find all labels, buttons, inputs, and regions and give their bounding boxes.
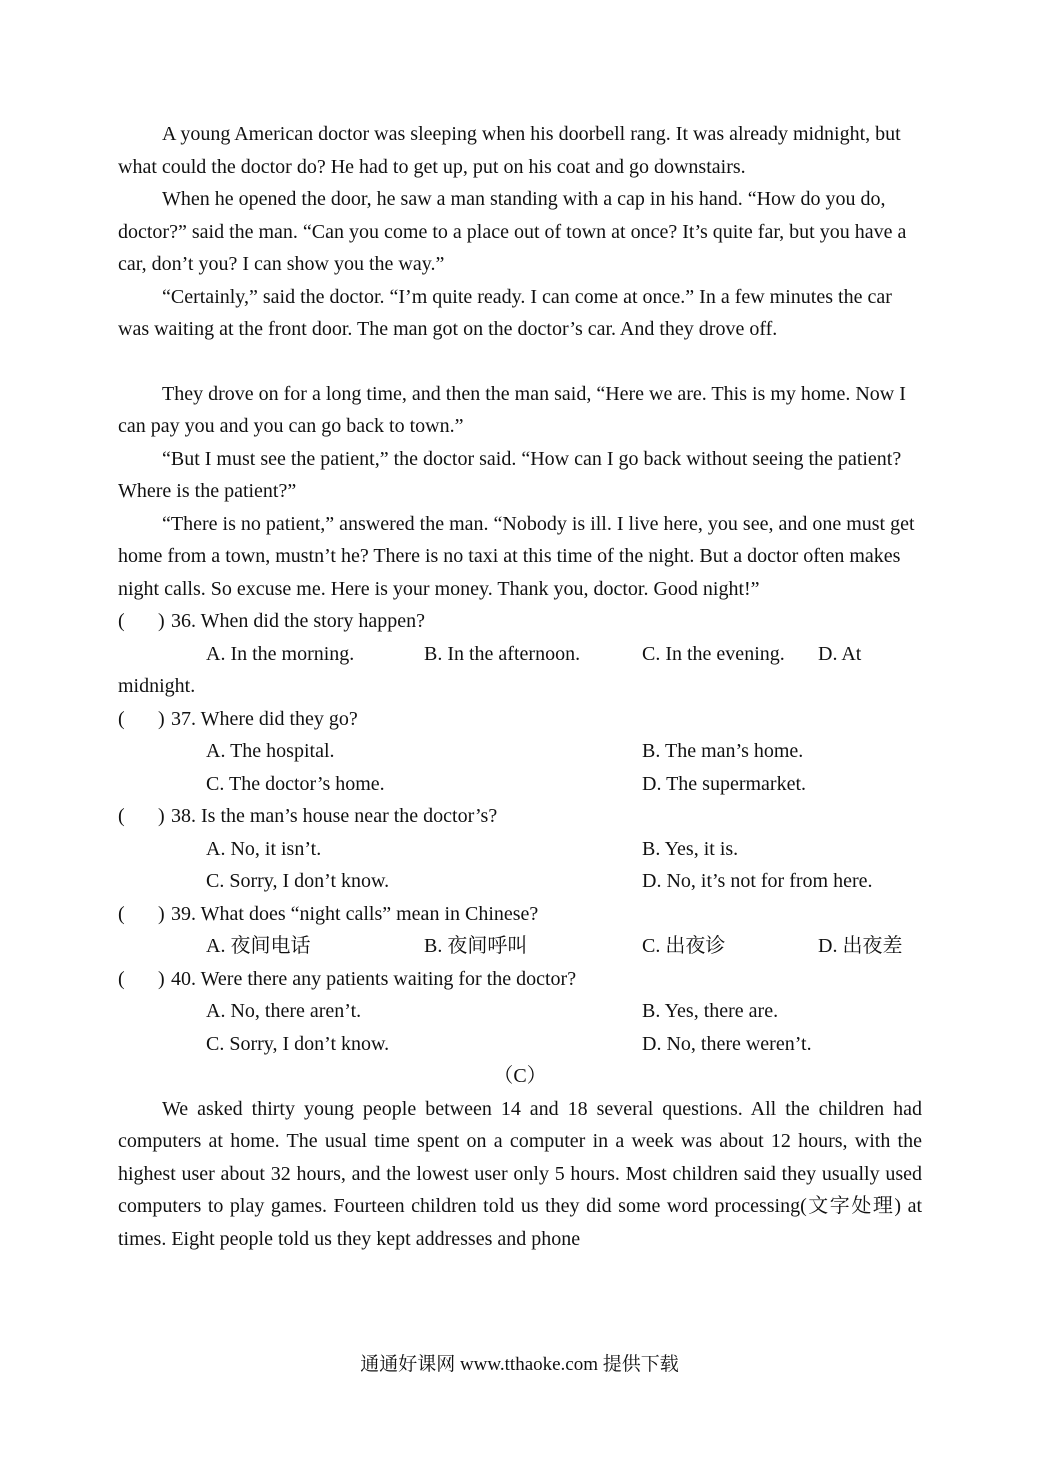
option-d: D. 出夜差 xyxy=(818,935,903,957)
answer-blank-close: ) xyxy=(158,902,165,925)
question-36-options xyxy=(118,638,922,671)
answer-blank-open: ( xyxy=(118,805,125,827)
option-d: D. The supermarket. xyxy=(642,772,807,795)
passage-paragraph-6: “There is no patient,” answered the man. “Nobody is ill. I live here, you see, and one must get home from a town, mustn’t he? There is no taxi at this time of the night. But a doctor often makes night calls. So excuse me. Here is your money. Thank you, doctor. Good night!” xyxy=(118,512,915,600)
answer-blank-open: ( xyxy=(118,967,125,990)
passage-paragraph-2: When he opened the door, he saw a man standing with a cap in his hand. “How do you do, doctor?” said the man. “Can you come to a place out of town at once? It’s quite far, but you have a car, don’t you? I can show you the way.” xyxy=(118,188,907,275)
question-40-options-ab xyxy=(118,995,922,1028)
passage-paragraph-3: “Certainly,” said the doctor. “I’m quite ready. I can come at once.” In a few minutes the car was waiting at the front door. The man got on the doctor’s car. And they drove off. xyxy=(118,285,892,340)
answer-blank-open: ( xyxy=(118,707,125,730)
question-36 xyxy=(118,605,922,638)
question-text: 37. Where did they go? xyxy=(171,707,358,730)
answer-blank-close: ) xyxy=(158,967,165,990)
question-37-options-ab xyxy=(118,735,922,768)
option-c: C. 出夜诊 xyxy=(642,935,726,957)
answer-blank-open: ( xyxy=(118,610,125,632)
question-text: 39. What does “night calls” mean in Chinese? xyxy=(171,902,539,925)
question-39-options xyxy=(118,930,922,963)
question-text: 38. Is the man’s house near the doctor’s? xyxy=(171,805,498,827)
question-text: 36. When did the story happen? xyxy=(171,610,426,632)
option-c: C. Sorry, I don’t know. xyxy=(206,1032,390,1055)
option-a: A. The hospital. xyxy=(206,740,335,762)
page-footer: 通通好课网 www.tthaoke.com 提供下载 xyxy=(360,1354,679,1375)
exam-content xyxy=(118,118,922,1255)
question-text: 40. Were there any patients waiting for the doctor? xyxy=(171,967,577,990)
option-d: D. At xyxy=(818,642,862,665)
answer-blank-close: ) xyxy=(158,805,165,827)
option-c: C. The doctor’s home. xyxy=(206,772,385,795)
question-38-options-cd xyxy=(118,865,922,898)
passage-paragraph-1: A young American doctor was sleeping when his doorbell rang. It was already midnight, but what could the doctor do? He had to get up, put on his coat and go downstairs. xyxy=(118,123,901,178)
answer-blank-close: ) xyxy=(158,610,165,632)
answer-blank-close: ) xyxy=(158,707,165,730)
question-40 xyxy=(118,963,922,996)
option-a: A. 夜间电话 xyxy=(206,935,311,957)
question-37-options-cd xyxy=(118,768,922,801)
section-c-heading: （C） xyxy=(493,1065,547,1087)
question-38-options-ab xyxy=(118,833,922,866)
option-d: D. No, there weren’t. xyxy=(642,1032,812,1055)
option-b: B. 夜间呼叫 xyxy=(424,935,528,957)
section-c-paragraph: We asked thirty young people between 14 and 18 several questions. All the children had computers at home. The usual time spent on a computer in a week was about 12 hours, with the highest user about 32 hours, and the lowest user only 5 hours. Most children said they usually used computers to play games. Fourteen children told us they did some word processing(文字处理) at times. Eight people told us they kept addresses and phone xyxy=(118,1097,922,1250)
option-b: B. The man’s home. xyxy=(642,740,804,762)
option-d-continuation: midnight. xyxy=(118,675,196,697)
option-b: B. Yes, it is. xyxy=(642,837,739,860)
passage-paragraph-4: They drove on for a long time, and then the man said, “Here we are. This is my home. Now I can pay you and you can go back to town.” xyxy=(118,382,906,437)
option-d: D. No, it’s not for from here. xyxy=(642,870,873,892)
option-b: B. Yes, there are. xyxy=(642,1000,779,1022)
option-c: C. In the evening. xyxy=(642,642,785,665)
answer-blank-open: ( xyxy=(118,902,125,925)
question-38 xyxy=(118,800,922,833)
option-a: A. No, there aren’t. xyxy=(206,1000,362,1022)
option-a: A. No, it isn’t. xyxy=(206,837,322,860)
question-39 xyxy=(118,898,922,931)
option-b: B. In the afternoon. xyxy=(424,642,581,665)
passage-paragraph-5: “But I must see the patient,” the doctor said. “How can I go back without seeing the patient? Where is the patient?” xyxy=(118,447,902,502)
question-40-options-cd xyxy=(118,1028,922,1061)
option-a: A. In the morning. xyxy=(206,642,355,665)
question-37 xyxy=(118,703,922,736)
option-c: C. Sorry, I don’t know. xyxy=(206,870,390,892)
